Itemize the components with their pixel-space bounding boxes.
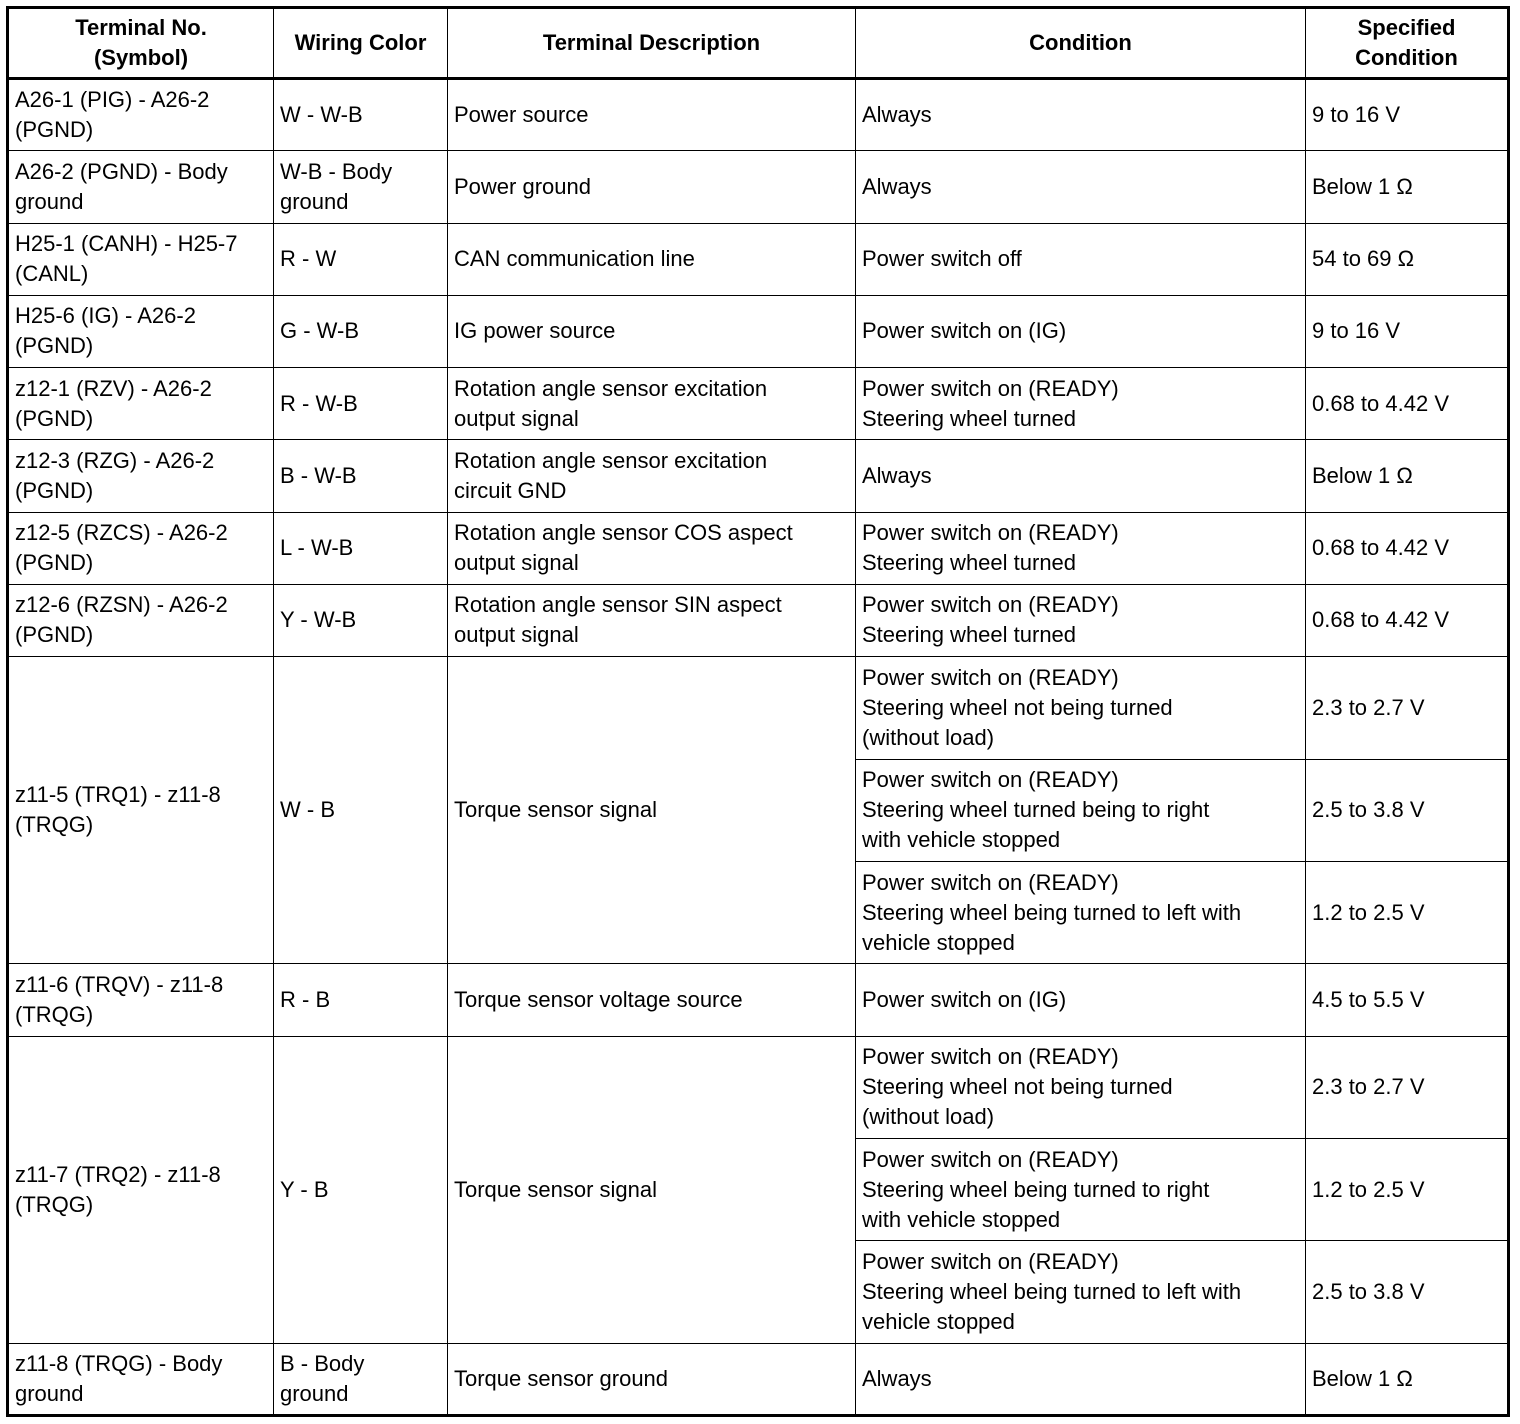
condition-cell: Power switch on (READY) Steering wheel turned (856, 512, 1306, 584)
condition-cell: Power switch on (IG) (856, 964, 1306, 1036)
terminal-cell: A26-2 (PGND) - Body ground (8, 151, 274, 223)
description-cell: Power ground (448, 151, 856, 223)
spec-cell: 0.68 to 4.42 V (1306, 584, 1509, 656)
wiring-color-cell: B - Body ground (274, 1343, 448, 1415)
spec-cell: Below 1 Ω (1306, 440, 1509, 512)
wiring-color-cell: R - B (274, 964, 448, 1036)
spec-cell: 9 to 16 V (1306, 79, 1509, 151)
description-cell: Rotation angle sensor COS aspect output signal (448, 512, 856, 584)
condition-cell: Power switch on (READY) Steering wheel turned (856, 368, 1306, 440)
terminal-cell: z11-8 (TRQG) - Body ground (8, 1343, 274, 1415)
description-cell: CAN communication line (448, 223, 856, 295)
spec-cell: 0.68 to 4.42 V (1306, 512, 1509, 584)
description-cell: Torque sensor ground (448, 1343, 856, 1415)
spec-cell: 1.2 to 2.5 V (1306, 861, 1509, 963)
wiring-color-cell: W - B (274, 657, 448, 964)
description-cell: Torque sensor signal (448, 1036, 856, 1343)
table-row (8, 584, 1509, 656)
spec-cell: 0.68 to 4.42 V (1306, 368, 1509, 440)
terminal-cell: z11-6 (TRQV) - z11-8 (TRQG) (8, 964, 274, 1036)
wiring-color-cell: Y - W-B (274, 584, 448, 656)
wiring-color-cell: W-B - Body ground (274, 151, 448, 223)
table-row (8, 295, 1509, 367)
spec-cell: 54 to 69 Ω (1306, 223, 1509, 295)
wiring-color-cell: B - W-B (274, 440, 448, 512)
table-row (8, 1036, 1509, 1138)
spec-cell: 2.5 to 3.8 V (1306, 1241, 1509, 1343)
table-row (8, 151, 1509, 223)
terminal-cell: z12-6 (RZSN) - A26-2 (PGND) (8, 584, 274, 656)
terminal-cell: H25-6 (IG) - A26-2 (PGND) (8, 295, 274, 367)
header-specified-condition: Specified Condition (1306, 8, 1509, 79)
condition-cell: Always (856, 440, 1306, 512)
terminal-cell: z11-7 (TRQ2) - z11-8 (TRQG) (8, 1036, 274, 1343)
terminal-cell: z12-3 (RZG) - A26-2 (PGND) (8, 440, 274, 512)
wiring-color-cell: G - W-B (274, 295, 448, 367)
wiring-color-cell: R - W-B (274, 368, 448, 440)
condition-cell: Always (856, 151, 1306, 223)
condition-cell: Power switch on (READY) Steering wheel turned (856, 584, 1306, 656)
terminal-spec-table (6, 6, 1510, 1417)
description-cell: Rotation angle sensor SIN aspect output signal (448, 584, 856, 656)
terminal-cell: z12-5 (RZCS) - A26-2 (PGND) (8, 512, 274, 584)
wiring-color-cell: L - W-B (274, 512, 448, 584)
table-row (8, 79, 1509, 151)
terminal-cell: z12-1 (RZV) - A26-2 (PGND) (8, 368, 274, 440)
header-wiring-color: Wiring Color (274, 8, 448, 79)
wiring-color-cell: R - W (274, 223, 448, 295)
spec-cell: Below 1 Ω (1306, 1343, 1509, 1415)
terminal-cell: H25-1 (CANH) - H25-7 (CANL) (8, 223, 274, 295)
header-condition: Condition (856, 8, 1306, 79)
header-row (8, 8, 1509, 79)
spec-cell: 9 to 16 V (1306, 295, 1509, 367)
condition-cell: Power switch on (READY) Steering wheel not being turned (without load) (856, 657, 1306, 759)
description-cell: Rotation angle sensor excitation circuit GND (448, 440, 856, 512)
condition-cell: Always (856, 79, 1306, 151)
table-row (8, 657, 1509, 759)
table-body (8, 79, 1509, 1416)
table-row (8, 368, 1509, 440)
condition-cell: Power switch off (856, 223, 1306, 295)
wiring-color-cell: W - W-B (274, 79, 448, 151)
condition-cell: Power switch on (IG) (856, 295, 1306, 367)
header-terminal-description: Terminal Description (448, 8, 856, 79)
table-row (8, 440, 1509, 512)
spec-cell: Below 1 Ω (1306, 151, 1509, 223)
description-cell: Torque sensor signal (448, 657, 856, 964)
spec-cell: 2.5 to 3.8 V (1306, 759, 1509, 861)
table-row (8, 512, 1509, 584)
table-row (8, 223, 1509, 295)
table-row (8, 1343, 1509, 1415)
header-terminal-no: Terminal No. (Symbol) (8, 8, 274, 79)
condition-cell: Power switch on (READY) Steering wheel being turned to right with vehicle stopped (856, 1138, 1306, 1240)
spec-cell: 2.3 to 2.7 V (1306, 1036, 1509, 1138)
description-cell: Rotation angle sensor excitation output signal (448, 368, 856, 440)
description-cell: IG power source (448, 295, 856, 367)
condition-cell: Power switch on (READY) Steering wheel being turned to left with vehicle stopped (856, 1241, 1306, 1343)
table-row (8, 964, 1509, 1036)
description-cell: Torque sensor voltage source (448, 964, 856, 1036)
condition-cell: Power switch on (READY) Steering wheel being turned to left with vehicle stopped (856, 861, 1306, 963)
wiring-color-cell: Y - B (274, 1036, 448, 1343)
spec-cell: 1.2 to 2.5 V (1306, 1138, 1509, 1240)
spec-cell: 4.5 to 5.5 V (1306, 964, 1509, 1036)
spec-cell: 2.3 to 2.7 V (1306, 657, 1509, 759)
description-cell: Power source (448, 79, 856, 151)
condition-cell: Always (856, 1343, 1306, 1415)
condition-cell: Power switch on (READY) Steering wheel turned being to right with vehicle stopped (856, 759, 1306, 861)
terminal-cell: A26-1 (PIG) - A26-2 (PGND) (8, 79, 274, 151)
terminal-cell: z11-5 (TRQ1) - z11-8 (TRQG) (8, 657, 274, 964)
condition-cell: Power switch on (READY) Steering wheel not being turned (without load) (856, 1036, 1306, 1138)
